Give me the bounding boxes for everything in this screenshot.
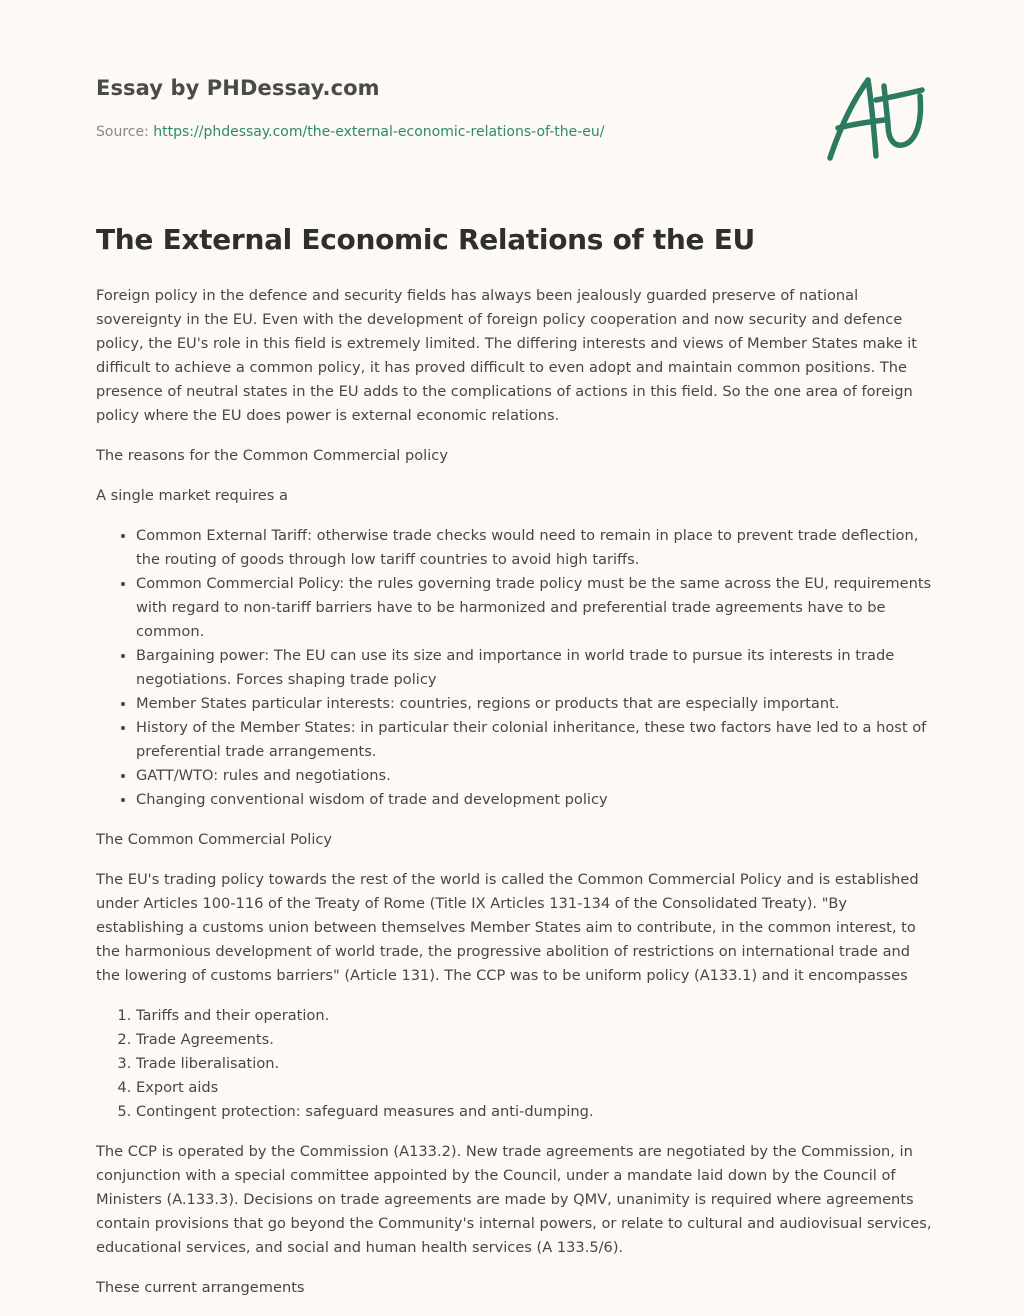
paragraph-ccp-heading: The Common Commercial Policy xyxy=(96,831,333,848)
list-item: • Common Commercial Policy: the rules governing trade policy must be the same across the EU, requirements with regard to non-tariff barriers have to be harmonized and preferential trade agreements have to be common. xyxy=(136,572,934,644)
list-item: 5. Contingent protection: safeguard measures and anti-dumping. xyxy=(136,1100,934,1124)
list-item: • Member States particular interests: countries, regions or products that are especially important. xyxy=(136,692,934,716)
list-item: 2. Trade Agreements. xyxy=(136,1028,934,1052)
list-item: • History of the Member States: in particular their colonial inheritance, these two factors have led to a host of preferential trade arrangements. xyxy=(136,716,934,764)
list-item: • Bargaining power: The EU can use its size and importance in world trade to pursue its interests in trade negotiations. Forces shaping trade policy xyxy=(136,644,934,692)
list-item: • Changing conventional wisdom of trade and development policy xyxy=(136,788,934,812)
essay-title: The External Economic Relations of the EU xyxy=(96,223,755,256)
list-item: 1. Tariffs and their operation. xyxy=(136,1004,934,1028)
list-item: • Common External Tariff: otherwise trade checks would need to remain in place to prevent trade deflection, the routing of goods through low tariff countries to avoid high tariffs. xyxy=(136,524,934,572)
paragraph-intro: Foreign policy in the defence and security fields has always been jealously guarded preserve of national sovereignty in the EU. Even with the development of foreign policy cooperation and now security and defence policy, the EU's role in this field is extremely limited. The differing interests and views of Member States make it difficult to achieve a common policy, it has proved difficult to even adopt and maintain common positions. The presence of neutral states in the EU adds to the complications of actions in this field. So the one area of foreign policy where the EU does power is external economic relations. xyxy=(96,287,918,424)
bullet-list xyxy=(96,524,934,812)
numbered-list xyxy=(96,1004,934,1124)
list-item: 3. Trade liberalisation. xyxy=(136,1052,934,1076)
a-plus-grade-icon xyxy=(818,66,930,166)
source-link[interactable]: https://phdessay.com/the-external-economic-relations-of-the-eu/ xyxy=(153,124,605,140)
paragraph-reasons-heading: The reasons for the Common Commercial policy xyxy=(96,447,448,464)
paragraph-ccp-description: The EU's trading policy towards the rest of the world is called the Common Commercial Policy and is established under Articles 100-116 of the Treaty of Rome (Title IX Articles 131-134 of the Consolidated Treaty). "By establishing a customs union between themselves Member States aim to contribute, in the common interest, to the harmonious development of world trade, the progressive abolition of restrictions on international trade and the lowering of customs barriers" (Article 131). The CCP was to be uniform policy (A133.1) and it encompasses xyxy=(96,871,919,984)
paragraph-single-market: A single market requires a xyxy=(96,487,288,504)
source-line xyxy=(96,124,604,140)
source-label: Source: xyxy=(96,124,149,140)
site-brand: Essay by PHDessay.com xyxy=(96,76,380,100)
paragraph-current-arrangements: These current arrangements xyxy=(96,1279,305,1296)
essay-body xyxy=(96,284,934,1316)
list-item: 4. Export aids xyxy=(136,1076,934,1100)
paragraph-ccp-operation: The CCP is operated by the Commission (A133.2). New trade agreements are negotiated by the Commission, in conjunction with a special committee appointed by the Council, under a mandate laid down by the Council of Ministers (A.133.3). Decisions on trade agreements are made by QMV, unanimity is required where agreements contain provisions that go beyond the Community's internal powers, or relate to cultural and audiovisual services, educational services, and social and human health services (A 133.5/6). xyxy=(96,1143,932,1256)
list-item: • GATT/WTO: rules and negotiations. xyxy=(136,764,934,788)
